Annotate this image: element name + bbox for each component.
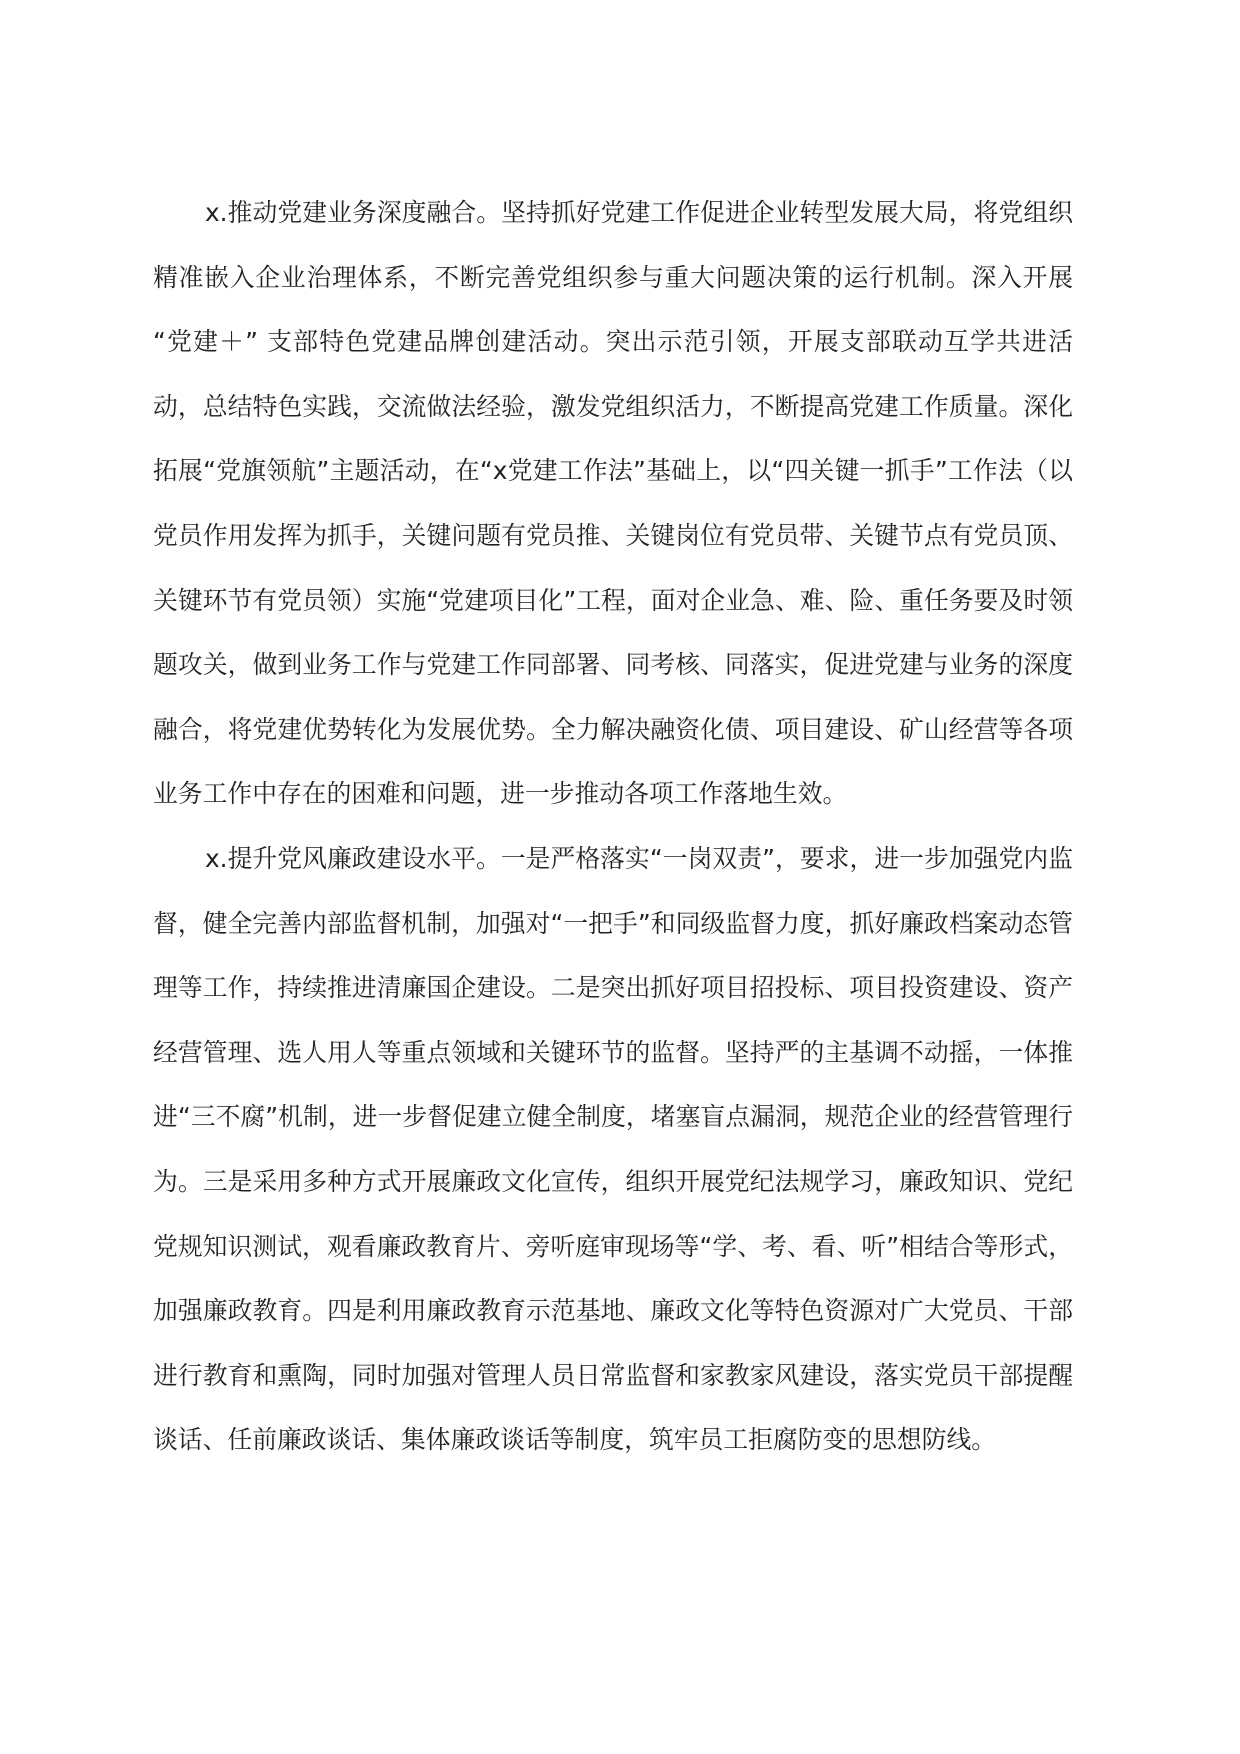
document-body bbox=[153, 181, 1073, 1473]
paragraph-clean-governance: x.提升党风廉政建设水平。一是严格落实“一岗双责”，要求，进一步加强党内监督，健全完善内部监督机制，加强对“一把手”和同级监督力度，抓好廉政档案动态管理等工作，持续推进清廉国企建设。二是突出抓好项目招投标、项目投资建设、资产经营管理、选人用人等重点领域和关键环节的监督。坚持严的主基调不动摇，一体推进“三不腐”机制，进一步督促建立健全制度，堵塞盲点漏洞，规范企业的经营管理行为。三是采用多种方式开展廉政文化宣传，组织开展党纪法规学习，廉政知识、党纪党规知识测试，观看廉政教育片、旁听庭审现场等“学、考、看、听”相结合等形式，加强廉政教育。四是利用廉政教育示范基地、廉政文化等特色资源对广大党员、干部进行教育和熏陶，同时加强对管理人员日常监督和家教家风建设，落实党员干部提醒谈话、任前廉政谈话、集体廉政谈话等制度，筑牢员工拒腐防变的思想防线。 bbox=[153, 843, 1073, 1455]
paragraph-party-building-integration: x.推动党建业务深度融合。坚持抓好党建工作促进企业转型发展大局，将党组织精准嵌入企业治理体系，不断完善党组织参与重大问题决策的运行机制。深入开展 “党建＋” 支部特色党建品牌创建活动。突出示范引领，开展支部联动互学共进活动，总结特色实践，交流做法经验，激发党组织活力，不断提高党建工作质量。深化拓展“党旗领航”主题活动，在“x党建工作法”基础上，以“四关键一抓手”工作法（以党员作用发挥为抓手，关键问题有党员推、关键岗位有党员带、关键节点有党员顶、关键环节有党员领）实施“党建项目化”工程，面对企业急、难、险、重任务要及时领题攻关，做到业务工作与党建工作同部署、同考核、同落实，促进党建与业务的深度融合，将党建优势转化为发展优势。全力解决融资化债、项目建设、矿山经营等各项业务工作中存在的困难和问题，进一步推动各项工作落地生效。 bbox=[153, 198, 1073, 809]
